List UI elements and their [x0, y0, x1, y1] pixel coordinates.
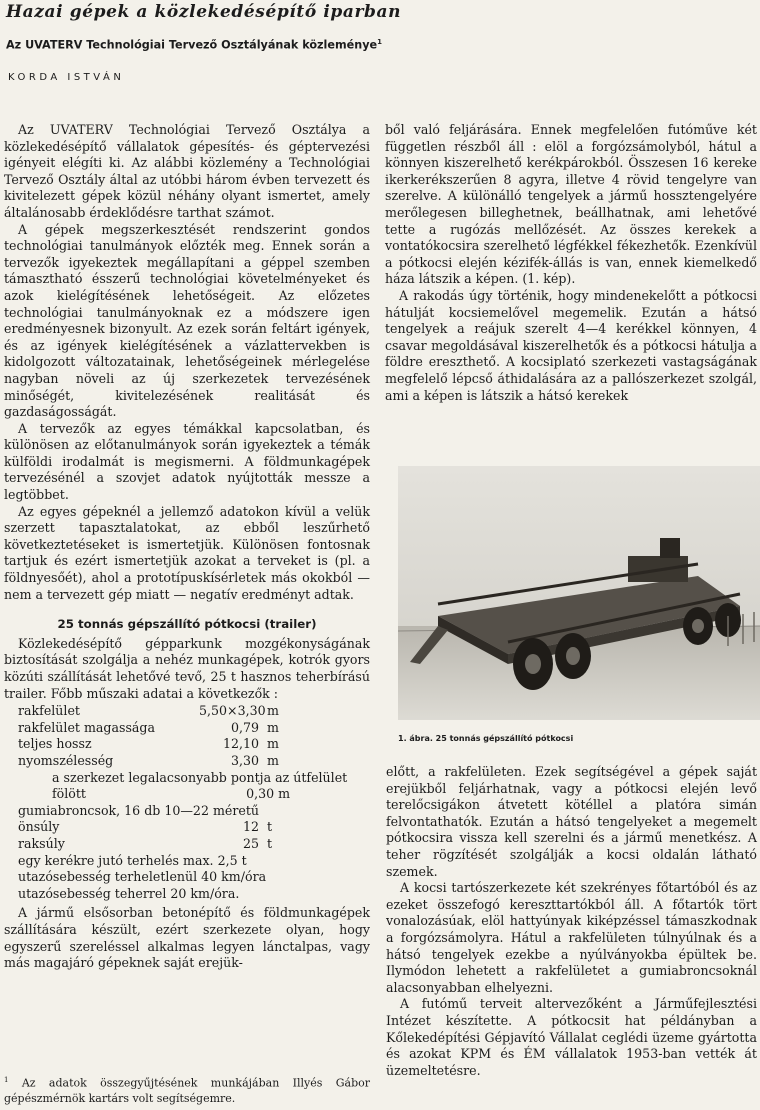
footnote — [4, 1073, 370, 1106]
paragraph: Az egyes gépeknél a jellemző adatokon kívül a velük szerzett tapasztalatokat, az ebből leszűrhető következtetéseket is ismertetjük. Különösen fontosnak tartjuk és ezért ismertetjük azokat a terveket is (pl. a földnyesőét), ahol a prototípuskísérletek más okokból — nem a tervezett gép miatt — negatív eredményt adtak. — [4, 503, 370, 602]
spec-line: utazósebesség terheletlenül 40 km/óra — [18, 869, 267, 885]
spec-unit: m — [267, 752, 279, 768]
spec-unit: t — [267, 819, 273, 835]
right-column-lower — [386, 764, 757, 1079]
left-column — [4, 122, 370, 972]
spec-row — [4, 720, 370, 737]
spec-list — [4, 703, 370, 902]
author-name: KORDA ISTVÁN — [8, 72, 125, 83]
paragraph: A tervezők az egyes témákkal kapcsolatban, és különösen az előtanulmányok során igyekeztek a témák külföldi irodalmát is megismerni. A földmunkagépek tervezésénél a szovjet adatok nyújtották messze a legtöbbet. — [4, 420, 370, 503]
article-title: Hazai gépek a közlekedésépítő iparban — [6, 2, 402, 22]
article-subtitle — [6, 38, 382, 52]
spec-value: 5,50×3,30 — [199, 703, 266, 719]
paragraph: A kocsi tartószerkezete két szekrényes főtartóból és az ezeket összefogó kereszttartókból áll. A főtartók tört vonalozásúak, elöl hattyúnyak kiképzéssel támaszkodnak a forgózsámolyra. Hátul a rakfelületen túlnyúlnak és a hátsó tengelyek ezekbe a nyúlványokba épültek be. Ilymódon lehetett a rakfelületet a gumiabroncsoknál alacsonyabban elhelyezni. — [386, 880, 757, 995]
spec-label: önsúly — [18, 819, 60, 835]
trailer-photo — [398, 466, 760, 720]
paragraph: A gépek megszerkesztését rendszerint gondos technológiai tanulmányok előzték meg. Ennek során a tervezők igyekeztek megállapítani a géppel szemben támasztható ésszerű technológiai követelményeket és azok kielégítésének lehetőségeit. Az előzetes technológiai tanulmányoknak ez a módszere igen eredményesnek bizonyult. Az ezek során feltárt igények, és az igények kielégítésének a vázlattervekben is kidolgozott változatainak, lehetőségeinek mérlegelése nagyban növeli az új szerkezetek tervezésének minőségét, kivitelezésének realitását és gazdaságosságát. — [4, 221, 370, 420]
spec-row — [4, 753, 370, 770]
spec-unit: m — [267, 736, 279, 752]
spec-label: raksúly — [18, 835, 65, 851]
footnote-text: Az adatok összegyűjtésének munkájában Illyés Gábor gépészmérnök kartárs volt segítségemre. — [4, 1076, 370, 1105]
spec-label: nyomszélesség — [18, 752, 114, 768]
spec-line: fölött 0,30 m — [52, 786, 291, 802]
spec-value: 0,79 — [230, 719, 259, 735]
spec-value: 12,10 — [222, 736, 259, 752]
spec-label: rakfelület — [18, 703, 80, 719]
spec-row — [4, 736, 370, 753]
paragraph: A rakodás úgy történik, hogy mindenekelőtt a pótkocsi hátulját kocsiemelővel megemelik. Ezután a hátsó tengelyek a reájuk szerelt 4—4 kerékkel könnyen, 4 csavar megoldásával kiszerelhetők és a pótkocsi hátulja a földre ereszthető. A kocsiplató szerkezeti vastagságának megfelelő lépcső áthidalására az a pallószerkezet szolgál, ami a képen is látszik a hátsó kerekek — [385, 287, 757, 403]
paragraph: A futómű terveit altervezőként a Járműfejlesztési Intézet készítette. A pótkocsit hat példányban a Kőlekedépítési Gépjavító Vállalat ceglédi üzeme gyártotta és azokat KPM és ÉM vállalatok 1953-ban vették át üzemeltetésre. — [386, 996, 757, 1078]
spec-value: 3,30 — [230, 752, 259, 768]
spec-line: a szerkezet legalacsonyabb pontja az útfelület — [52, 769, 348, 785]
spec-row — [4, 819, 370, 836]
spec-row — [4, 836, 370, 853]
paragraph: előtt, a rakfelületen. Ezek segítségével a gépek saját erejükből feljárhatnak, vagy a pótkocsi elején levő terelőcsigákon átvetett kötéllel a platóra simán felvontathatók. Ezután a hátsó tengelyeket a megemelt pótkocsira vissza kell szerelni és a jármű menetkész. A teher rögzítését szolgálják a kocsi oldalán látható szemek. — [386, 764, 757, 879]
spec-unit: m — [267, 719, 279, 735]
spec-label: teljes hossz — [18, 736, 92, 752]
spec-value: 12 — [242, 819, 259, 835]
spec-line: egy kerékre jutó terhelés max. 2,5 t — [18, 852, 247, 868]
right-column — [385, 122, 757, 404]
footnote-marker: 1 — [4, 1076, 9, 1084]
spec-label: rakfelület magassága — [18, 719, 155, 735]
subtitle-text: Az UVATERV Technológiai Tervező Osztályának közleménye — [6, 38, 378, 52]
paragraph: Az UVATERV Technológiai Tervező Osztálya a közlekedésépítő vállalatok gépesítés- és géptervezési igényeit elégíti ki. Az alábbi közlemény a Technológiai Tervező Osztály által az utóbbi három évben tervezett és kivitelezett gépek közül néhány olyant ismertet, amely általánosabb érdeklődésre tarthat számot. — [4, 122, 370, 220]
paragraph: Közlekedésépítő gépparkunk mozgékonyságának biztosítását szolgálja a nehéz munkagépek, kotrók gyors közúti szállítását lehetővé tevő, 25 t hasznos teherbírású trailer. Főbb műszaki adatai a következők : — [4, 635, 370, 701]
paragraph: ből való feljárására. Ennek megfelelően futóműve két független részből áll : elöl a forgózsámolyból, hátul a könnyen kiszerelhető kerékpárokból. Összesen 16 kereke ikerkerékszerűen 8 agyra, illetve 4 rövid tengelyre van szerelve. A különálló tengelyek a jármű hossztengelyére merőlegesen billeghetnek, beállhatnak, ami lehetővé tette a rugózás mellőzését. Az összes kerekek a vontatókocsira szerelhető légfékkel fékezhetők. Ezenkívül a pótkocsi elején kézifék-állás is van, ennek kiemelkedő háza látszik a képen. (1. kép). — [385, 122, 757, 287]
spec-value: 25 — [242, 835, 259, 851]
figure-caption: 1. ábra. 25 tonnás gépszállító pótkocsi — [398, 734, 574, 743]
spec-line: gumiabroncsok, 16 db 10—22 méretű — [18, 802, 260, 818]
spec-row — [4, 703, 370, 720]
footnote-ref: 1 — [377, 38, 382, 46]
paragraph: A jármű elsősorban betonépítő és földmunkagépek szállítására készült, ezért szerkezete olyan, hogy egyszerű szereléssel alkalmas legyen lánctalpas, vagy más magajáró gépeknek saját erejük- — [4, 905, 370, 971]
spec-line: utazósebesség teherrel 20 km/óra. — [18, 885, 240, 901]
spec-unit: m — [267, 703, 279, 719]
trailer-photo-image — [398, 466, 760, 720]
section-heading: 25 tonnás gépszállító pótkocsi (trailer) — [57, 617, 317, 632]
spec-unit: t — [267, 835, 273, 851]
